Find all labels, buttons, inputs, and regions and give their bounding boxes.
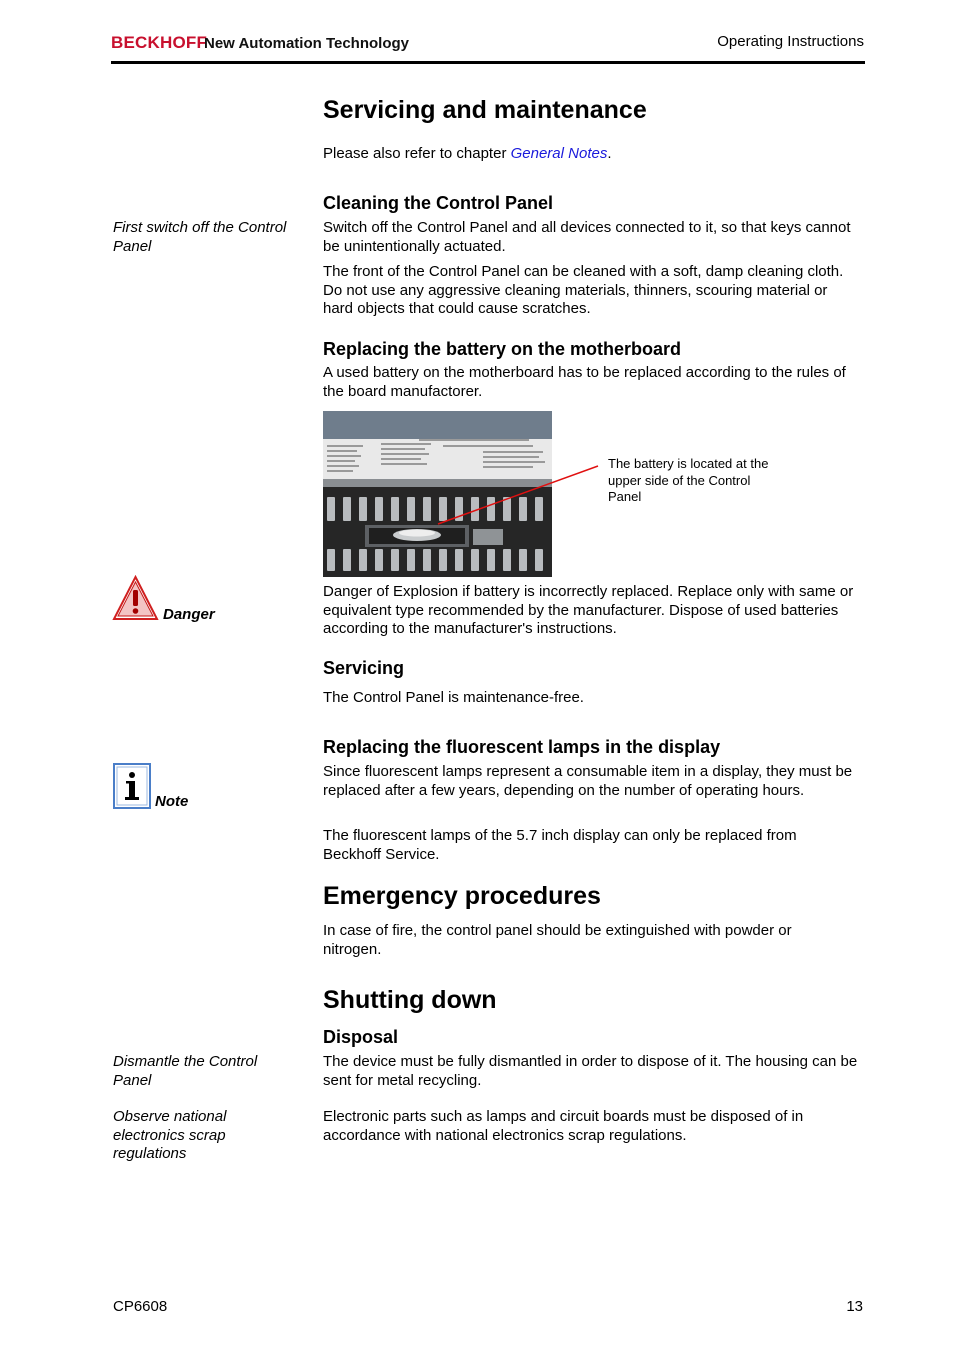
doc-type: Operating Instructions bbox=[717, 33, 864, 50]
section-title-shutting-down: Shutting down bbox=[323, 986, 497, 1014]
disposal-paragraph-2: Electronic parts such as lamps and circuit boards must be disposed of in accordance with national electronics scrap regulations. bbox=[323, 1108, 804, 1144]
note-label: Note bbox=[155, 793, 189, 810]
info-note-icon bbox=[113, 763, 151, 809]
disposal-paragraph-1: The device must be fully dismantled in order to dispose of it. The housing can be sent for metal recycling. bbox=[323, 1053, 858, 1089]
refer-prefix: Please also refer to chapter bbox=[323, 145, 511, 162]
callout-line bbox=[430, 460, 610, 530]
refer-paragraph bbox=[323, 145, 863, 164]
subsection-title-lamps: Replacing the fluorescent lamps in the display bbox=[323, 737, 721, 757]
footer-page-number: 13 bbox=[846, 1298, 863, 1315]
battery-caption: The battery is located at the upper side of the Control Panel bbox=[608, 456, 769, 504]
brand-tagline: New Automation Technology bbox=[204, 35, 409, 52]
header-rule bbox=[111, 61, 865, 64]
danger-warning-icon bbox=[112, 575, 159, 621]
danger-paragraph: Danger of Explosion if battery is incorrectly replaced. Replace only with same or equivalent type recommended by the manufacturer. Dispose of used batteries according to the manufacturer's instructions. bbox=[323, 583, 854, 637]
danger-label: Danger bbox=[163, 606, 215, 623]
lamps-paragraph-2: The fluorescent lamps of the 5.7 inch display can only be replaced from Beckhoff Service. bbox=[323, 827, 797, 863]
lamps-paragraph-1: Since fluorescent lamps represent a consumable item in a display, they must be replaced after a few years, depending on the number of operating hours. bbox=[323, 763, 853, 799]
side-note-switch-off: First switch off the Control Panel bbox=[113, 219, 287, 255]
subsection-title-cleaning: Cleaning the Control Panel bbox=[323, 193, 554, 213]
servicing-paragraph: The Control Panel is maintenance-free. bbox=[323, 689, 584, 706]
side-note-scrap-regulations: Observe national electronics scrap regulations bbox=[113, 1108, 227, 1162]
footer-model: CP6608 bbox=[113, 1298, 168, 1315]
general-notes-link[interactable]: General Notes bbox=[510, 145, 608, 162]
cleaning-paragraph-2: The front of the Control Panel can be cleaned with a soft, damp cleaning cloth. Do not use any aggressive cleaning materials, thinners, scouring material or hard objects that could cause scratches. bbox=[323, 263, 844, 317]
brand-logo: BECKHOFF bbox=[111, 33, 208, 52]
section-title-emergency: Emergency procedures bbox=[323, 882, 601, 910]
battery-paragraph: A used battery on the motherboard has to be replaced according to the rules of the board manufactorer. bbox=[323, 364, 846, 400]
subsection-title-servicing: Servicing bbox=[323, 658, 405, 678]
side-note-dismantle: Dismantle the Control Panel bbox=[113, 1053, 258, 1089]
subsection-title-disposal: Disposal bbox=[323, 1027, 399, 1047]
subsection-title-battery: Replacing the battery on the motherboard bbox=[323, 339, 682, 359]
section-title-servicing: Servicing and maintenance bbox=[323, 96, 647, 124]
emergency-paragraph: In case of fire, the control panel should be extinguished with powder or nitrogen. bbox=[323, 922, 792, 958]
cleaning-paragraph-1: Switch off the Control Panel and all devices connected to it, so that keys cannot be unintentionally actuated. bbox=[323, 219, 851, 255]
page-header bbox=[111, 30, 865, 64]
refer-suffix: . bbox=[607, 145, 612, 162]
